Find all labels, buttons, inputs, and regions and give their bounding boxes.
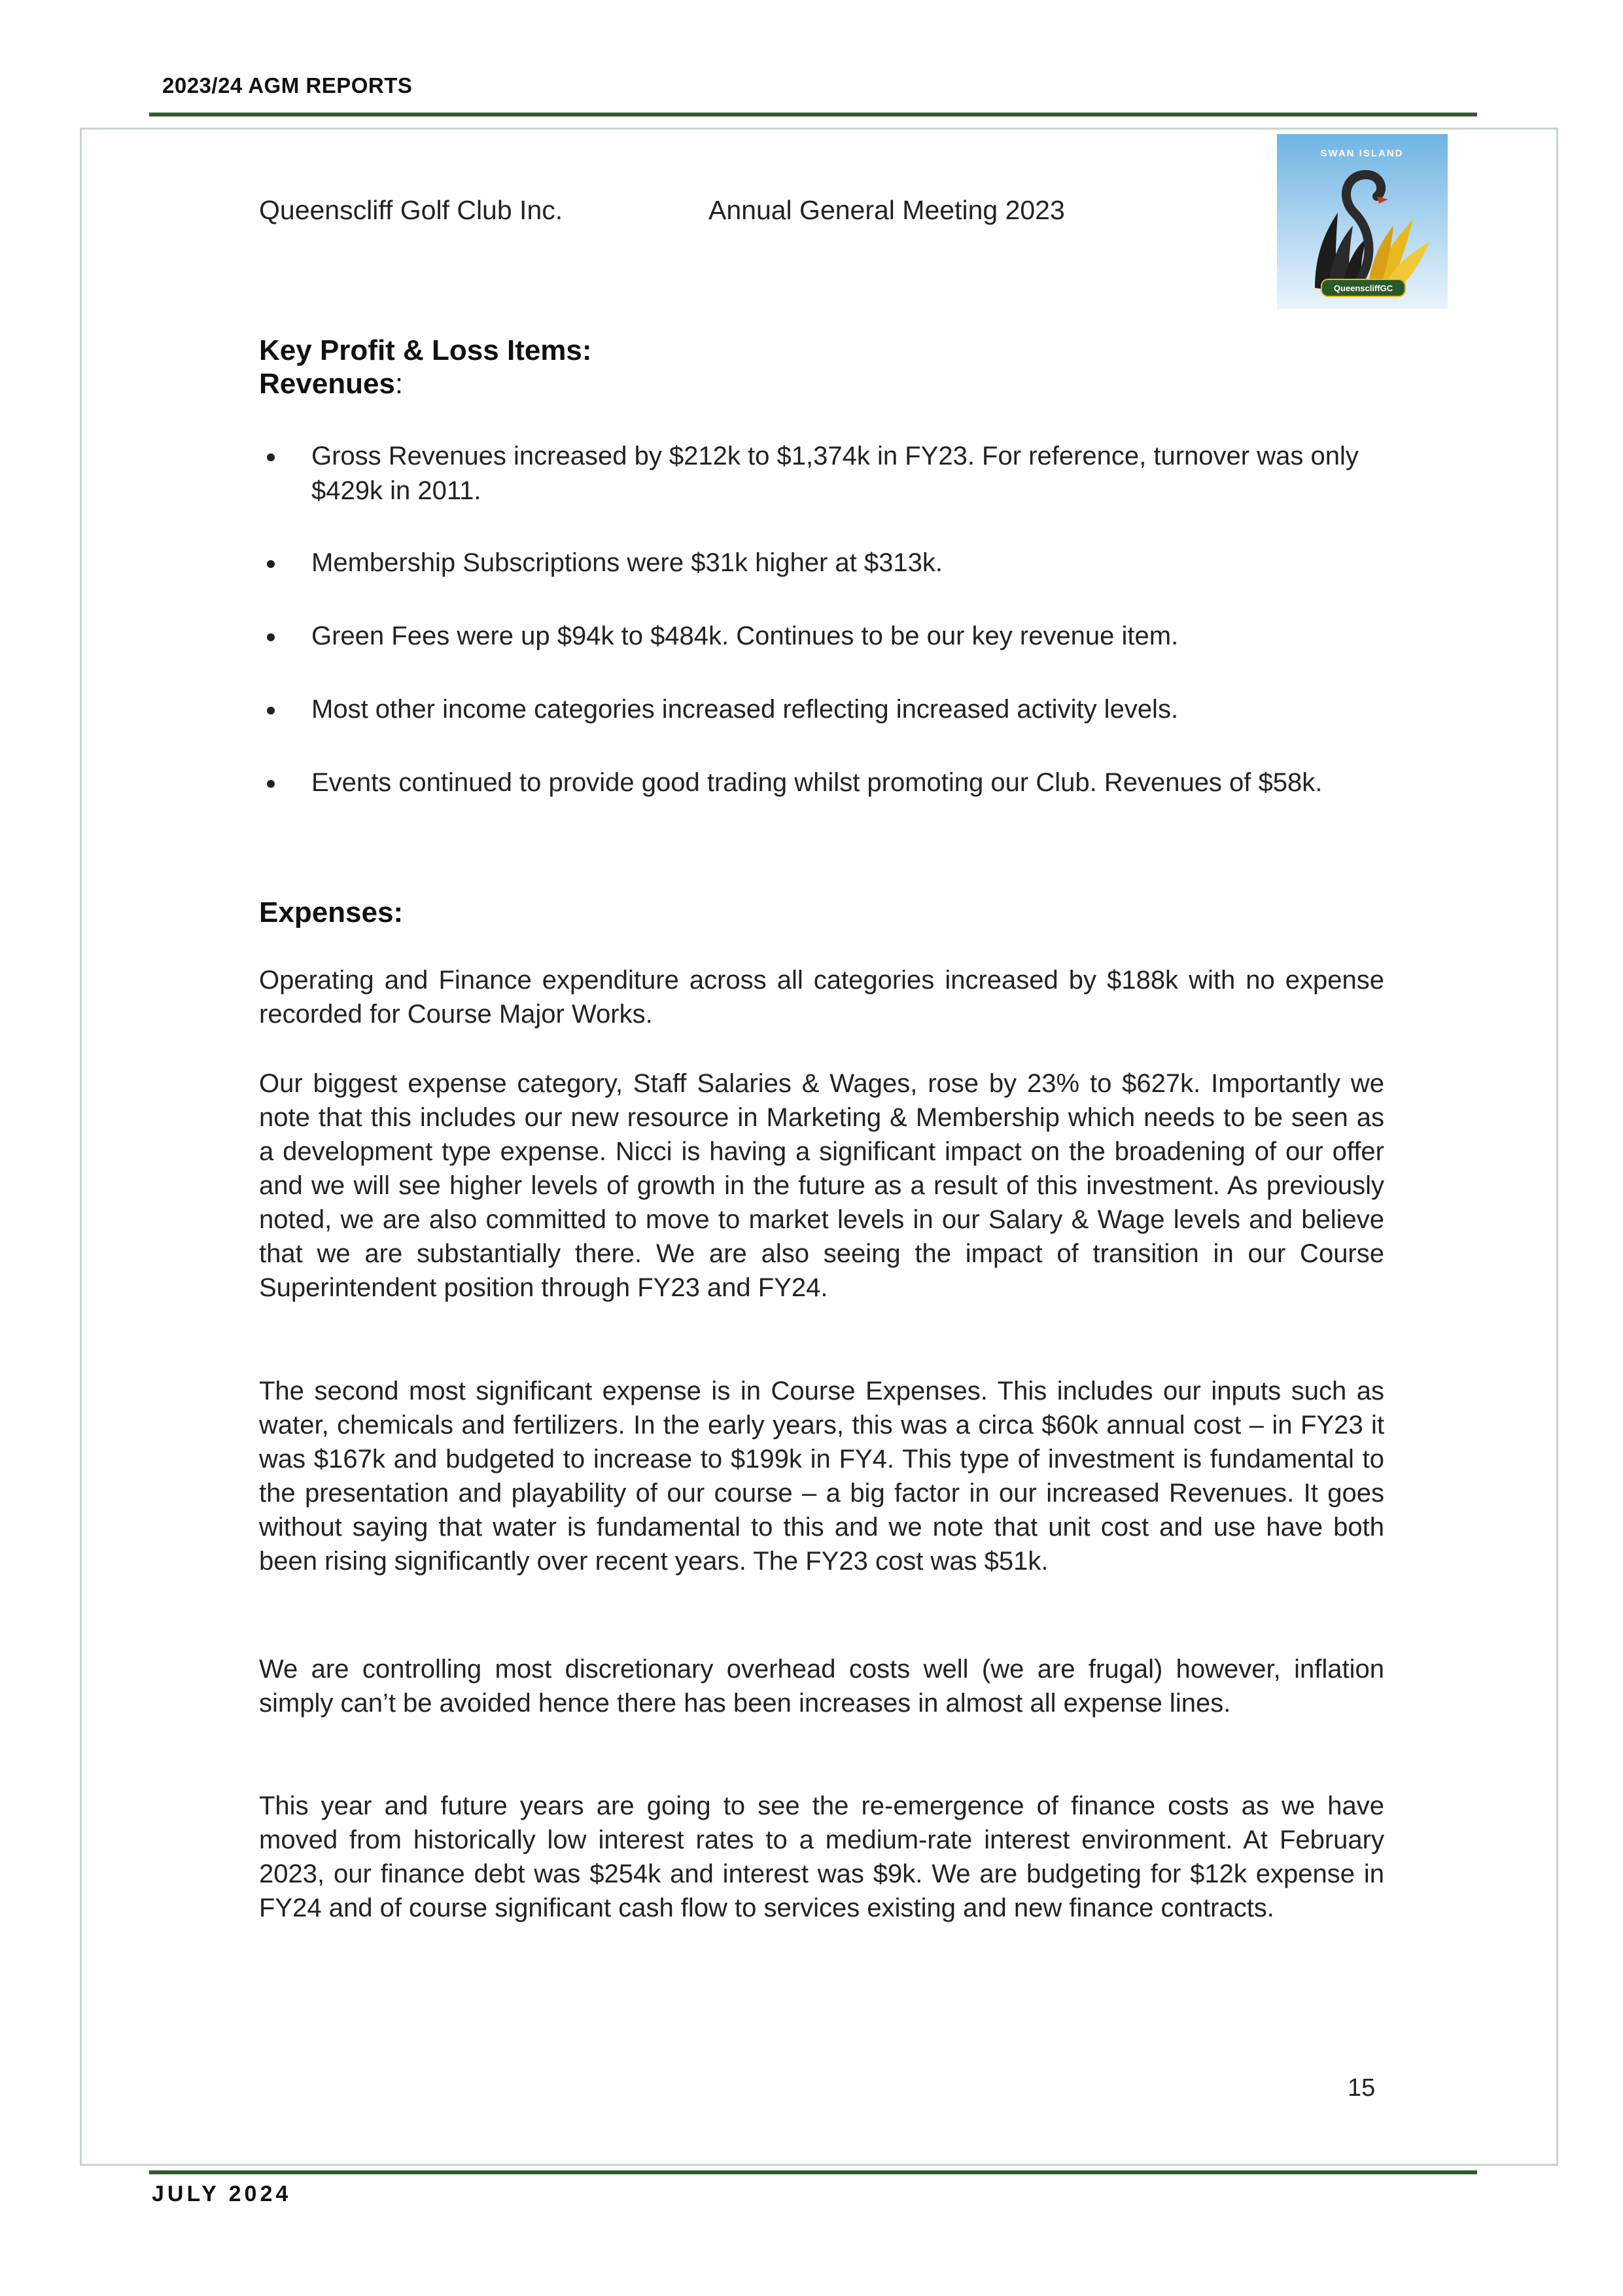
- expense-paragraph: Operating and Finance expenditure across all categories increased by $188k with no expense recorded for Course Major Works.: [259, 966, 1384, 1029]
- revenue-bullet-list: [259, 766, 1384, 800]
- revenue-bullet-list: [259, 692, 1384, 727]
- footer-date: JULY 2024: [152, 2181, 292, 2206]
- revenues-heading-text: Revenues: [259, 368, 395, 400]
- header-rule: [149, 113, 1477, 116]
- expense-paragraph: The second most significant expense is in Course Expenses. This includes our inputs such as water, chemicals and fertilizers. In the early years, this was a circa $60k annual cost – in FY23 it was $167k and budgeted to increase to $199k in FY4. This type of investment is fundamental to the presentation and playability of our course – a big factor in our increased Revenues. It goes without saying that water is fundamental to this and we note that unit cost and use have both been rising significantly over recent years. The FY23 cost was $51k.: [259, 1377, 1384, 1576]
- expenses-heading: Expenses:: [259, 896, 404, 928]
- key-items-heading: Key Profit & Loss Items:: [259, 334, 592, 366]
- revenue-bullet-list: [259, 439, 1384, 508]
- expense-paragraph: We are controlling most discretionary overhead costs well (we are frugal) however, inflation simply can’t be avoided hence there has been increases in almost all expense lines.: [259, 1655, 1384, 1718]
- footer-rule: [149, 2170, 1477, 2174]
- revenues-heading: [259, 367, 403, 401]
- report-header: 2023/24 AGM REPORTS: [162, 73, 413, 97]
- swan-logo-icon: [1276, 134, 1449, 309]
- logo-badge-text: QueenscliffGC: [1333, 283, 1393, 293]
- list-item-text: Membership Subscriptions were $31k higher at $313k.: [311, 548, 943, 577]
- logo-top-text: SWAN ISLAND: [1320, 148, 1404, 159]
- bullet-icon: [267, 780, 275, 788]
- list-item-text: Gross Revenues increased by $212k to $1,374k in FY23. For reference, turnover was only $429k in 2011.: [311, 442, 1359, 505]
- list-item: [259, 546, 1384, 580]
- revenue-bullet-list: [259, 619, 1384, 654]
- revenues-heading-colon: :: [394, 368, 404, 400]
- list-item: [259, 439, 1384, 508]
- expense-paragraph: This year and future years are going to see the re-emergence of finance costs as we have moved from historically low interest rates to a medium-rate interest environment. At February 2023, our finance debt was $254k and interest was $9k. We are budgeting for $12k expense in FY24 and of course significant cash flow to services existing and new finance contracts.: [259, 1792, 1384, 1922]
- bullet-icon: [267, 453, 275, 461]
- club-name: Queenscliff Golf Club Inc.: [259, 195, 563, 225]
- list-item: [259, 692, 1384, 727]
- list-item: [259, 766, 1384, 800]
- bullet-icon: [267, 707, 275, 715]
- bullet-icon: [267, 633, 275, 641]
- list-item: [259, 619, 1384, 654]
- expense-paragraph: Our biggest expense category, Staff Salaries & Wages, rose by 23% to $627k. Importantly we note that this includes our new resource in Marketing & Membership which needs to be seen as a development type expense. Nicci is having a significant impact on the broadening of our offer and we will see higher levels of growth in the future as a result of this investment. As previously noted, we are also committed to move to market levels in our Salary & Wage levels and believe that we are substantially there. We are also seeing the impact of transition in our Course Superintendent position through FY23 and FY24.: [259, 1069, 1384, 1302]
- revenue-bullet-list: [259, 546, 1384, 580]
- page-number: 15: [1348, 2074, 1376, 2102]
- meeting-title: Annual General Meeting 2023: [708, 195, 1065, 225]
- list-item-text: Most other income categories increased reflecting increased activity levels.: [311, 695, 1179, 724]
- list-item-text: Events continued to provide good trading whilst promoting our Club. Revenues of $58k.: [311, 768, 1323, 797]
- bullet-icon: [267, 560, 275, 568]
- list-item-text: Green Fees were up $94k to $484k. Continues to be our key revenue item.: [311, 622, 1179, 650]
